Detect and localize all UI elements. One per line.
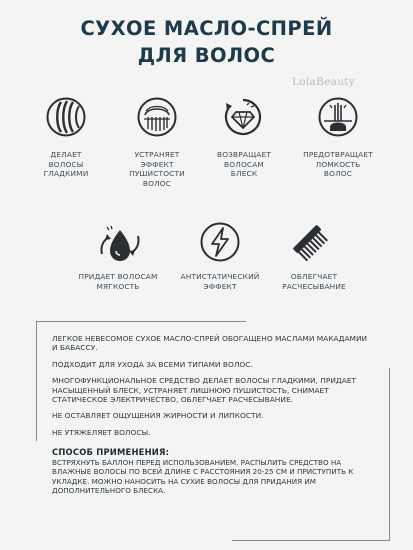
feature-caption-comb: ОБЛЕГЧАЕТ РАСЧЕСЫВАНИЕ (282, 272, 346, 291)
description-paragraph: НЕ ОСТАВЛЯЕТ ОЩУЩЕНИЯ ЖИРНОСТИ И ЛИПКОСТИ. (52, 411, 264, 421)
frame-line-left (36, 321, 37, 441)
description-paragraph: ПОДХОДИТ ДЛЯ УХОДА ЗА ВСЕМИ ТИПАМИ ВОЛОС. (52, 359, 253, 369)
feature-caption-smooth: ДЕЛАЕТ ВОЛОСЫ ГЛАДКИМИ (43, 150, 89, 179)
antistatic-icon (200, 222, 240, 262)
anti-breakage-icon (318, 97, 358, 137)
frame-line-right (389, 368, 390, 540)
feature-caption-anti-breakage: ПРЕДОТВРАЩАЕТ ЛОМКОСТЬ ВОЛОС (303, 150, 373, 179)
frame-line-bottom (232, 540, 390, 541)
smooth-hair-icon (46, 97, 86, 137)
description-paragraph: МНОГОФУНКЦИОНАЛЬНОЕ СРЕДСТВО ДЕЛАЕТ ВОЛОСЫ ГЛАДКИМИ, ПРИДАЕТ НАСЫЩЕННЫЙ БЛЕСК, УСТРАНЯЕТ ЛИШНЮЮ ПУШИСТОСТЬ, СНИМАЕТ СТАТИЧЕСКОЕ ЭЛЕКТРИЧЕСТВО, ОБЛЕГЧАЕТ РАСЧЕСЫВАНИЕ. (52, 376, 357, 405)
feature-caption-antistatic: АНТИСТАТИЧЕСКИЙ ЭФФЕКТ (180, 272, 260, 291)
description-paragraph: ЛЕГКОЕ НЕВЕСОМОЕ СУХОЕ МАСЛО-СПРЕЙ ОБОГАЩЕНО МАСЛАМИ МАКАДАМИИ И БАБАССУ. (52, 334, 368, 353)
title-line-2: ДЛЯ ВОЛОС (137, 44, 276, 67)
shine-icon (223, 97, 263, 137)
feature-caption-anti-frizz: УСТРАНЯЕТ ЭФФЕКТ ПУШИСТОСТИ ВОЛОС (129, 150, 185, 188)
method-text: ВСТРЯХНУТЬ БАЛЛОН ПЕРЕД ИСПОЛЬЗОВАНИЕМ. РАСПЫЛИТЬ СРЕДСТВО НА ВЛАЖНЫЕ ВОЛОСЫ ПО ВСЕЙ ДЛИНЕ С РАССТОЯНИЯ 20-25 СМ И ПРИСТУПИТЬ К УКЛАДКЕ. МОЖНО НАНОСИТЬ НА СУХИЕ ВОЛОСЫ ДЛЯ ПРИДАНИЯ ИМ ДОПОЛНИТЕЛЬНОГО БЛЕСКА. (52, 458, 354, 495)
method-title: СПОСОБ ПРИМЕНЕНИЯ: (52, 447, 170, 457)
description-paragraph: НЕ УТЯЖЕЛЯЕТ ВОЛОСЫ. (52, 427, 151, 437)
description (52, 334, 372, 444)
softness-icon (98, 224, 142, 266)
frame-line-top (36, 321, 246, 322)
feature-caption-shine: ВОЗВРАЩАЕТ ВОЛОСАМ БЛЕСК (216, 150, 272, 179)
title-line-1: СУХОЕ МАСЛО-СПРЕЙ (80, 17, 333, 40)
watermark: LolaBeauty (292, 76, 356, 88)
anti-frizz-icon (137, 97, 177, 137)
comb-icon (290, 222, 332, 264)
feature-caption-softness: ПРИДАЕТ ВОЛОСАМ МЯГКОСТЬ (78, 272, 158, 291)
